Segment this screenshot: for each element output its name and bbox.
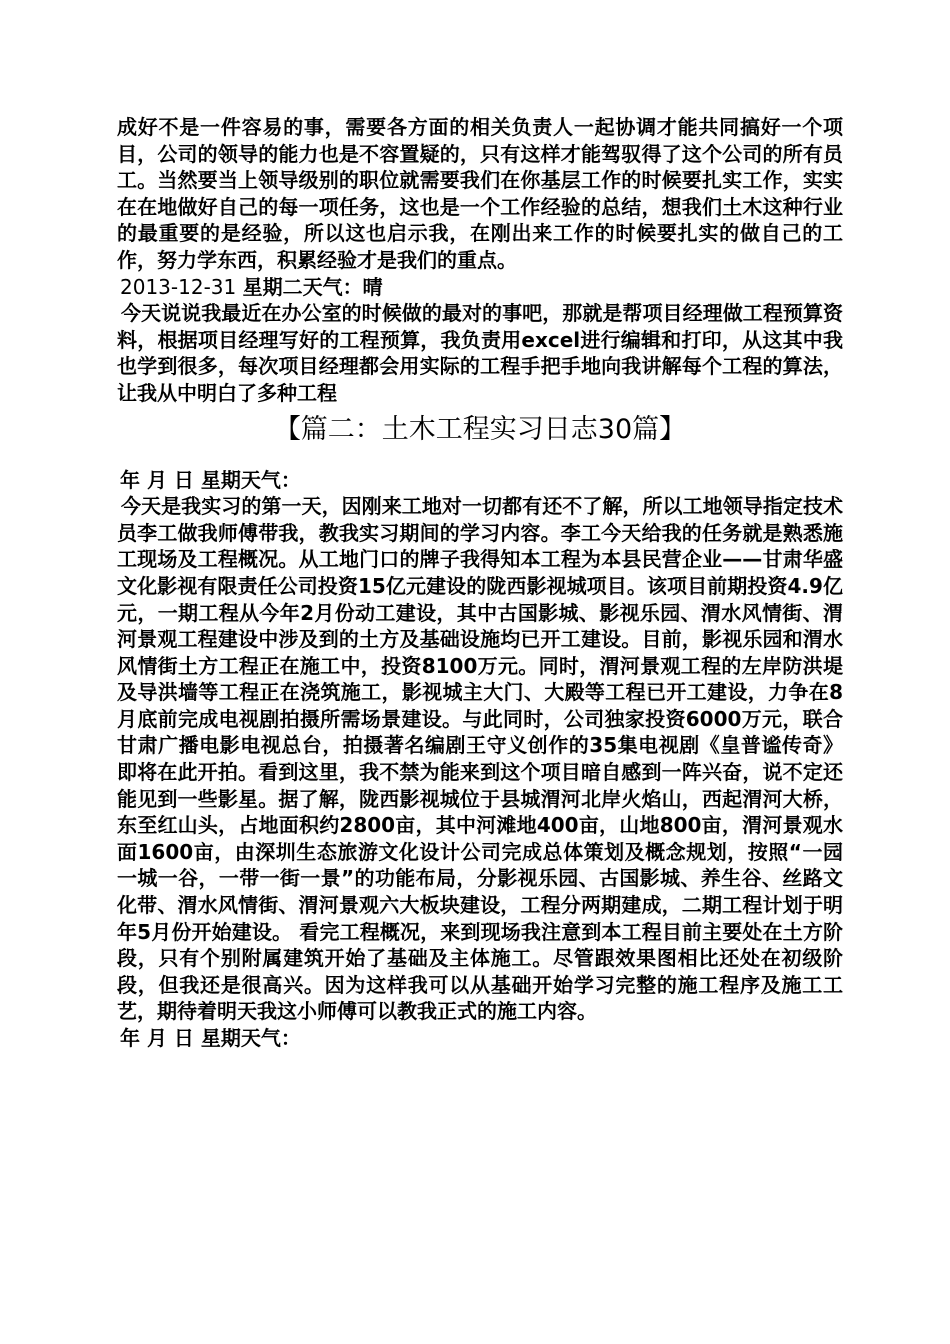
diary-date: 2013-12-31 — [120, 274, 237, 299]
paragraph-budget: 今天说说我最近在办公室的时候做的最对的事吧，那就是帮项目经理做工程预算资料，根据项目经理写好的工程预算，我负责用excel进行编辑和打印，从这其中我也学到很多，每次项目经理都会用实际的工程手把手地向我讲解每个工程的算法，让我从中明白了多种工程 — [117, 301, 843, 405]
paragraph-first-day: 今天是我实习的第一天，因刚来工地对一切都有还不了解，所以工地领导指定技术员李工做我师傅带我，教我实习期间的学习内容。李工今天给我的任务就是熟悉施工现场及工程概况。从工地门口的牌子我得知本工程为本县民营企业——甘肃华盛文化影视有限责任公司投资15亿元建设的陇西影视城项目。该项目前期投资4.9亿元，一期工程从今年2月份动工建设，其中古国影城、影视乐园、渭水风情街、渭河景观工程建设中涉及到的土方及基础设施均已开工建设。目前，影视乐园和渭水风情街土方工程正在施工中，投资8100万元。同时，渭河景观工程的左岸防洪堤及导洪墙等工程正在浇筑施工，影视城主大门、大殿等工程已开工建设，力争在8月底前完成电视剧拍摄所需场景建设。与此同时，公司独家投资6000万元，联合甘肃广播电影电视总台，拍摄著名编剧王守义创作的35集电视剧《皇普谧传奇》即将在此开拍。看到这里，我不禁为能来到这个项目暗自感到一阵兴奋，说不定还能见到一些影星。据了解，陇西影视城位于县城渭河北岸火焰山，西起渭河大桥，东至红山头，占地面积约2800亩，其中河滩地400亩，山地800亩，渭河景观水面1600亩，由深圳生态旅游文化设计公司完成总体策划及概念规划，按照“一园一城一谷，一带一街一景”的功能布局，分影视乐园、古国影城、养生谷、丝路文化带、渭水风情街、渭河景观六大板块建设，工程分两期建成，二期工程计划于明年5月份开始建设。 看完工程概况，来到现场我注意到本工程目前主要处在土方阶段，只有个别附属建筑开始了基础及主体施工。尽管跟效果图相比还处在初级阶段，但我还是很高兴。因为这样我可以从基础开始学习完整的施工程序及施工工艺，期待着明天我这小师傅可以教我正式的施工内容。 — [117, 494, 843, 1024]
diary-date-heading-1: 年 月 日 星期天气： — [120, 467, 301, 492]
diary-date-line — [117, 274, 843, 301]
section-title: 【篇二：土木工程实习日志30篇】 — [273, 413, 687, 445]
diary-weekday-weather: 星期二天气：晴 — [242, 274, 383, 299]
diary-date-heading-2: 年 月 日 星期天气： — [120, 1026, 301, 1050]
paragraph-intro: 成好不是一件容易的事，需要各方面的相关负责人一起协调才能共同搞好一个项目，公司的领导的能力也是不容置疑的，只有这样才能驾驭得了这个公司的所有员工。当然要当上领导级别的职位就需要我们在你基层工作的时候要扎实工作，实实在在地做好自己的每一项任务，这也是一个工作经验的总结，想我们土木这种行业的最重要的是经验，所以这也启示我，在刚出来工作的时候要扎实的做自己的工作，努力学东西，积累经验才是我们的重点。 — [117, 115, 843, 272]
document-body — [117, 114, 843, 1052]
